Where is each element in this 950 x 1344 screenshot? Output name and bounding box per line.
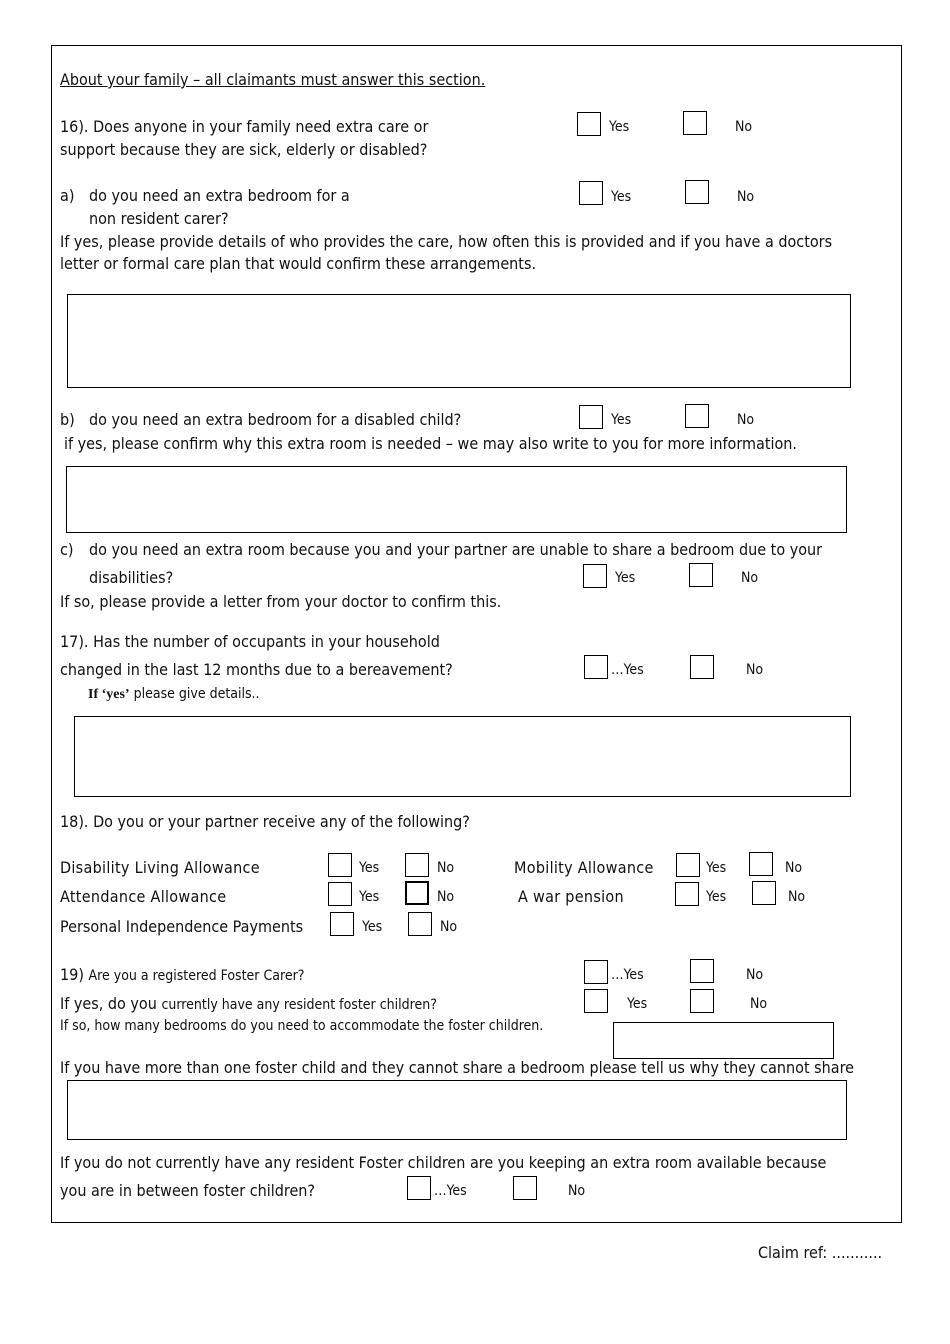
aa-yes-label: Yes — [359, 889, 380, 905]
qc-no-checkbox[interactable] — [689, 563, 713, 587]
pip-label: Personal Independence Payments — [60, 917, 304, 936]
claim-ref: Claim ref: ........... — [758, 1243, 883, 1262]
qb-details-textbox[interactable] — [66, 466, 847, 533]
q16-yes-checkbox[interactable] — [577, 112, 601, 136]
section-title: About your family – all claimants must answer this section. — [60, 70, 486, 89]
dla-no-checkbox[interactable] — [405, 853, 429, 877]
q19-yes-label: …Yes — [611, 967, 644, 983]
pip-yes-label: Yes — [362, 919, 383, 935]
qb-yes-label: Yes — [611, 412, 632, 428]
between-no-checkbox[interactable] — [513, 1176, 537, 1200]
q17-details-textbox[interactable] — [74, 716, 851, 797]
q17-line2: changed in the last 12 months due to a bereavement? — [60, 660, 453, 679]
qb-line1: do you need an extra bedroom for a disabled child? — [89, 410, 462, 429]
bedrooms-needed-input[interactable] — [613, 1022, 834, 1059]
aa-no-label: No — [437, 889, 455, 905]
q18-title: 18). Do you or your partner receive any of the following? — [60, 812, 470, 831]
between-no-label: No — [568, 1183, 586, 1199]
dla-yes-label: Yes — [359, 860, 380, 876]
war-pension-label: A war pension — [518, 887, 624, 906]
qc-yes-checkbox[interactable] — [583, 564, 607, 588]
war-pension-no-label: No — [788, 889, 806, 905]
qa-yes-label: Yes — [611, 189, 632, 205]
war-pension-yes-checkbox[interactable] — [675, 882, 699, 906]
dla-no-label: No — [437, 860, 455, 876]
q17-yes-checkbox[interactable] — [584, 655, 608, 679]
mobility-no-label: No — [785, 860, 803, 876]
mobility-label: Mobility Allowance — [514, 858, 654, 877]
q19-question: Are you a registered Foster Carer? — [88, 968, 305, 984]
q19-extra-line2: you are in between foster children? — [60, 1181, 316, 1200]
q19-share-text: If you have more than one foster child and they cannot share a bedroom please tell us why they cannot share — [60, 1058, 855, 1077]
aa-no-checkbox[interactable] — [405, 881, 429, 905]
q16-yes-label: Yes — [609, 119, 630, 135]
q17-details-rest: please give details.. — [129, 686, 260, 702]
qa-no-label: No — [737, 189, 755, 205]
q19-yes-checkbox[interactable] — [584, 960, 608, 984]
q19-no-checkbox[interactable] — [690, 959, 714, 983]
q19-line1 — [60, 965, 304, 984]
q16-no-checkbox[interactable] — [683, 111, 707, 135]
q17-line1: 17). Has the number of occupants in your household — [60, 632, 440, 651]
pip-yes-checkbox[interactable] — [330, 912, 354, 936]
qa-yes-checkbox[interactable] — [579, 181, 603, 205]
q19-extra-line1: If you do not currently have any resident Foster children are you keeping an extra room available because — [60, 1153, 827, 1172]
qc-details: If so, please provide a letter from your doctor to confirm this. — [60, 592, 502, 611]
q19-foster-no-label: No — [750, 996, 768, 1012]
q19-line3: If so, how many bedrooms do you need to accommodate the foster children. — [60, 1018, 544, 1034]
q19-line2a: If yes, do you — [60, 994, 157, 1013]
q16-no-label: No — [735, 119, 753, 135]
pip-no-label: No — [440, 919, 458, 935]
qa-details-line2: letter or formal care plan that would confirm these arrangements. — [60, 254, 537, 273]
qb-no-checkbox[interactable] — [685, 404, 709, 428]
q19-prefix: 19) — [60, 965, 84, 984]
q16-line1: 16). Does anyone in your family need extra care or — [60, 117, 429, 136]
qb-details: if yes, please confirm why this extra room is needed – we may also write to you for more information. — [64, 434, 797, 453]
q19-line2 — [60, 994, 437, 1013]
qc-prefix: c) — [60, 540, 74, 559]
dla-label: Disability Living Allowance — [60, 858, 260, 877]
war-pension-no-checkbox[interactable] — [752, 881, 776, 905]
between-yes-checkbox[interactable] — [407, 1176, 431, 1200]
aa-yes-checkbox[interactable] — [328, 882, 352, 906]
qc-line2: disabilities? — [89, 568, 174, 587]
aa-label: Attendance Allowance — [60, 887, 227, 906]
qc-yes-label: Yes — [615, 570, 636, 586]
mobility-no-checkbox[interactable] — [749, 852, 773, 876]
qc-no-label: No — [741, 570, 759, 586]
war-pension-yes-label: Yes — [706, 889, 727, 905]
qb-yes-checkbox[interactable] — [579, 405, 603, 429]
q17-no-label: No — [746, 662, 764, 678]
q19-foster-no-checkbox[interactable] — [690, 989, 714, 1013]
mobility-yes-checkbox[interactable] — [676, 853, 700, 877]
q19-foster-yes-checkbox[interactable] — [584, 989, 608, 1013]
qa-prefix: a) — [60, 186, 75, 205]
qb-no-label: No — [737, 412, 755, 428]
q17-no-checkbox[interactable] — [690, 655, 714, 679]
qa-line1: do you need an extra bedroom for a — [89, 186, 350, 205]
mobility-yes-label: Yes — [706, 860, 727, 876]
qc-line1: do you need an extra room because you and your partner are unable to share a bedroom due to your — [89, 540, 823, 559]
q17-yes-label: …Yes — [611, 662, 644, 678]
qa-details-textbox[interactable] — [67, 294, 851, 388]
share-reason-textbox[interactable] — [67, 1080, 847, 1140]
qa-no-checkbox[interactable] — [685, 180, 709, 204]
between-yes-label: …Yes — [434, 1183, 467, 1199]
q17-details-bold: If ‘yes’ — [88, 687, 130, 702]
qa-line2: non resident carer? — [89, 209, 229, 228]
q19-no-label: No — [746, 967, 764, 983]
pip-no-checkbox[interactable] — [408, 912, 432, 936]
q19-line2b: currently have any resident foster children? — [161, 997, 437, 1013]
q17-details — [88, 683, 260, 703]
qa-details-line1: If yes, please provide details of who provides the care, how often this is provided and if you have a doctors — [60, 232, 833, 251]
q16-line2: support because they are sick, elderly or disabled? — [60, 140, 428, 159]
dla-yes-checkbox[interactable] — [328, 853, 352, 877]
q19-foster-yes-label: Yes — [627, 996, 648, 1012]
qb-prefix: b) — [60, 410, 75, 429]
